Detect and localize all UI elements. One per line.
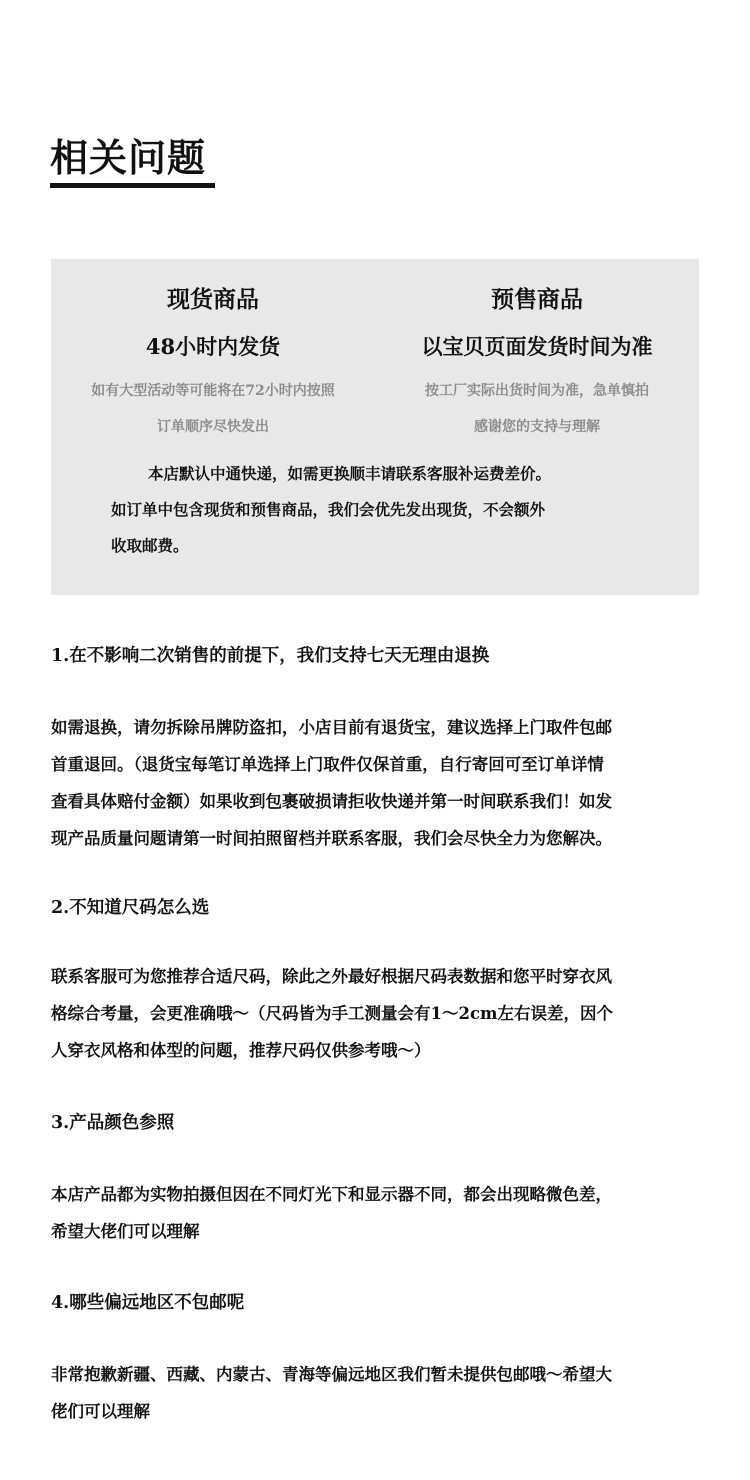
in-stock-heading: 现货商品 [167,286,259,313]
presale-heading: 预售商品 [491,286,583,313]
presale-note-line: 感谢您的支持与理解 [474,419,600,435]
faq-answer-color [51,1176,701,1250]
faq-question-color: 3.产品颜色参照 [51,1113,175,1133]
shipping-notice-line: 本店默认中通快递，如需更换顺丰请联系客服补运费差价。 [148,464,552,483]
page-title: 相关问题 [50,135,207,180]
faq-answer-line: 非常抱歉新疆、西藏、内蒙古、青海等偏远地区我们暂未提供包邮哦～希望大 [51,1365,612,1384]
faq-answer-line: 现产品质量问题请第一时间拍照留档并联系客服，我们会尽快全力为您解决。 [51,829,612,848]
faq-answer-line: 人穿衣风格和体型的问题，推荐尺码仅供参考哦～） [51,1041,431,1060]
shipping-notice-line: 收取邮费。 [111,536,189,555]
faq-answer-returns [51,709,701,857]
faq-answer-remote-areas [51,1356,701,1430]
faq-answer-line: 查看具体赔付金额）如果收到包裹破损请拒收快递并第一时间联系我们！如发 [51,792,612,811]
faq-answer-line: 首重退回。（退货宝每笔订单选择上门取件仅保首重，自行寄回可至订单详情 [51,755,604,774]
shipping-info-box [51,259,699,595]
title-underline [50,183,215,188]
presale-note-line: 按工厂实际出货时间为准，急单慎拍 [425,383,649,399]
faq-answer-line: 格综合考量，会更准确哦～（尺码皆为手工测量会有1～2cm左右误差，因个 [51,1004,613,1023]
faq-answer-line: 希望大佬们可以理解 [51,1222,200,1241]
faq-question-remote-areas: 4.哪些偏远地区不包邮呢 [51,1293,245,1313]
faq-answer-size [51,958,701,1069]
faq-answer-line: 联系客服可为您推荐合适尺码，除此之外最好根据尺码表数据和您平时穿衣风 [51,967,612,986]
faq-answer-line: 本店产品都为实物拍摄但因在不同灯光下和显示器不同，都会出现略微色差， [51,1185,612,1204]
presale-shipping-time: 以宝贝页面发货时间为准 [421,334,653,359]
shipping-notice-line: 如订单中包含现货和预售商品，我们会优先发出现货，不会额外 [111,500,546,519]
in-stock-note-line: 订单顺序尽快发出 [157,419,269,435]
faq-question-size: 2.不知道尺码怎么选 [51,898,210,918]
faq-question-returns: 1.在不影响二次销售的前提下，我们支持七天无理由退换 [51,646,490,666]
faq-answer-line: 佬们可以理解 [51,1402,150,1421]
faq-answer-line: 如需退换，请勿拆除吊牌防盗扣，小店目前有退货宝，建议选择上门取件包邮 [51,718,612,737]
in-stock-note-line: 如有大型活动等可能将在72小时内按照 [91,383,335,399]
in-stock-shipping-time: 48小时内发货 [145,334,281,359]
